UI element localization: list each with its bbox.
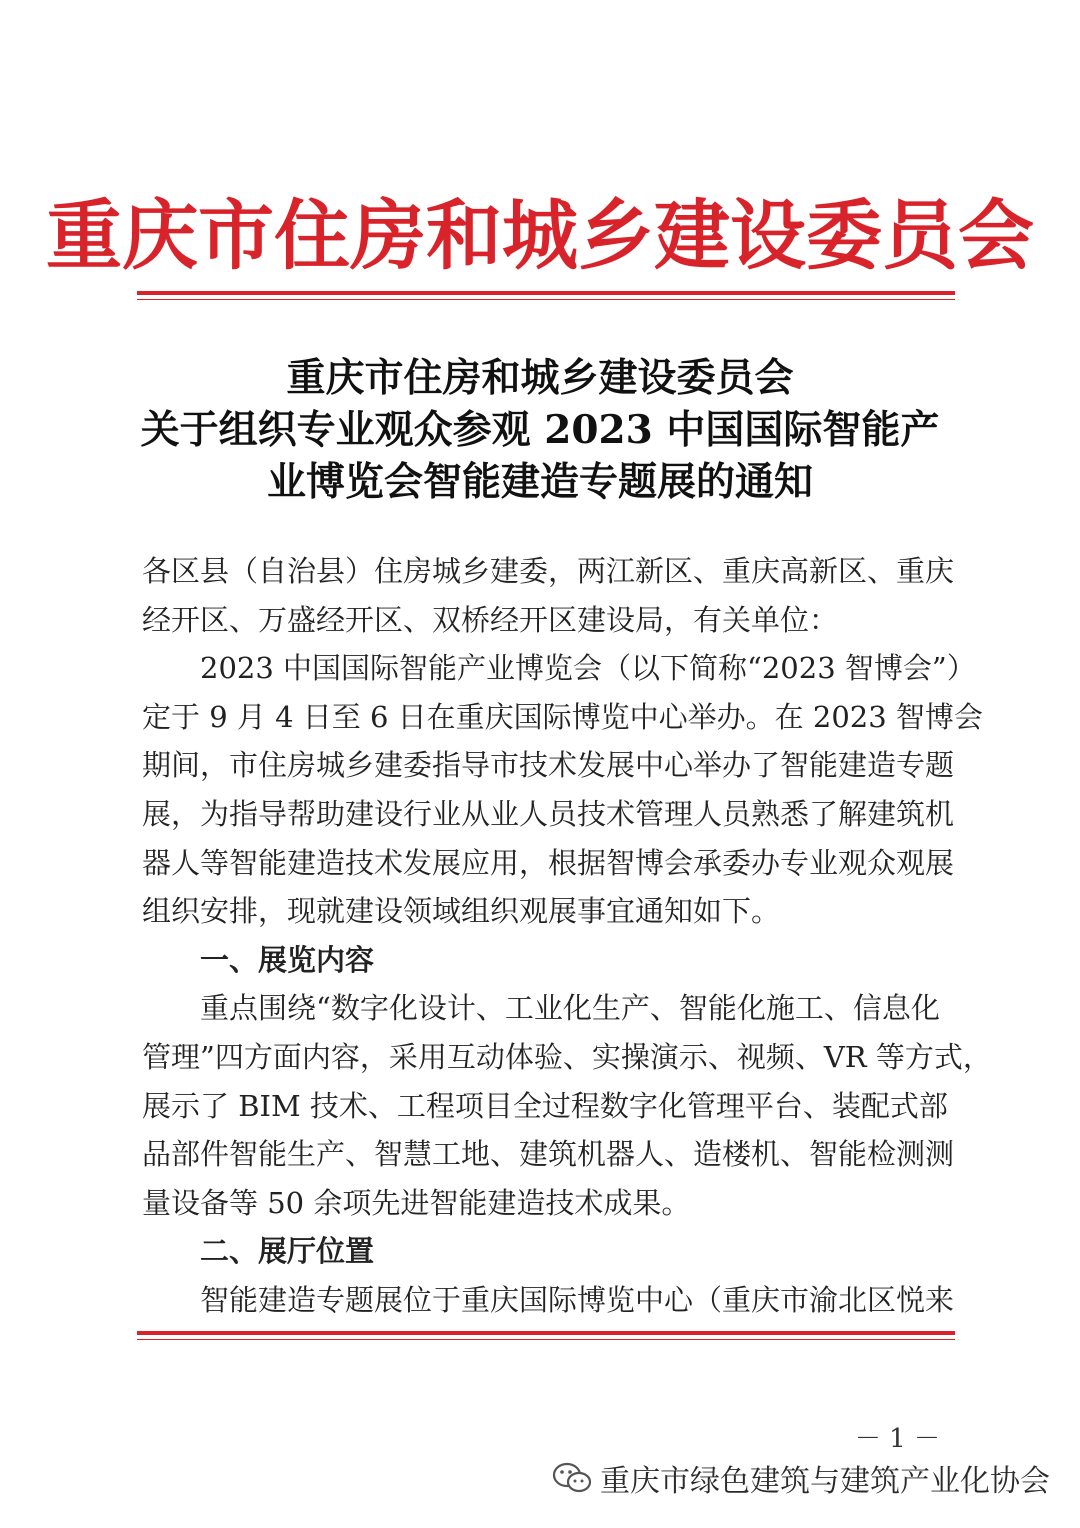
paragraph-line: 重点围绕“数字化设计、工业化生产、智能化施工、信息化 <box>200 991 940 1026</box>
addressee-line: 经开区、万盛经开区、双桥经开区建设局，有关单位： <box>142 602 839 637</box>
section-2-paragraph <box>142 1276 955 1325</box>
title-line-2: 关于组织专业观众参观 2023 中国国际智能产 <box>140 407 940 453</box>
paragraph-line: 展示了 BIM 技术、工程项目全过程数字化管理平台、装配式部 <box>142 1088 948 1123</box>
paragraph-line: 展，为指导帮助建设行业从业人员技术管理人员熟悉了解建筑机 <box>142 796 955 831</box>
paragraph-line: 量设备等 50 余项先进智能建造技术成果。 <box>142 1185 691 1220</box>
section-heading-1: 一、展览内容 <box>200 942 375 977</box>
paragraph-line: 定于 9 月 4 日至 6 日在重庆国际博览中心举办。在 2023 智博会 <box>142 699 983 734</box>
section-1-paragraph <box>142 984 992 1227</box>
section-heading-2: 二、展厅位置 <box>200 1234 375 1269</box>
wechat-icon <box>552 1461 592 1495</box>
document-body <box>142 547 992 1325</box>
paragraph-line: 2023 中国国际智能产业博览会（以下简称“2023 智博会”） <box>200 651 976 686</box>
paragraph-line: 器人等智能建造技术发展应用，根据智博会承委办专业观众观展 <box>142 845 955 880</box>
title-line-3: 业博览会智能建造专题展的通知 <box>266 459 813 505</box>
title-line-1: 重庆市住房和城乡建设委员会 <box>286 355 794 401</box>
footer-red-rule <box>137 1331 955 1340</box>
org-header: 重庆市住房和城乡建设委员会 <box>46 191 1034 280</box>
paragraph-line: 组织安排，现就建设领域组织观展事宜通知如下。 <box>142 894 781 929</box>
intro-paragraph <box>142 644 983 936</box>
paragraph-line: 品部件智能生产、智慧工地、建筑机器人、造楼机、智能检测测 <box>142 1137 955 1172</box>
document-title <box>60 352 1020 508</box>
watermark-text: 重庆市绿色建筑与建筑产业化协会 <box>600 1464 1050 1499</box>
paragraph-line: 智能建造专题展位于重庆国际博览中心（重庆市渝北区悦来 <box>200 1282 955 1317</box>
paragraph-line: 管理”四方面内容，采用互动体验、实操演示、视频、VR 等方式， <box>142 1039 992 1074</box>
addressee <box>142 547 955 644</box>
wechat-watermark <box>552 1458 1050 1498</box>
paragraph-line: 期间，市住房城乡建委指导市技术发展中心举办了智能建造专题 <box>142 748 955 783</box>
page-number: － 1 － <box>854 1424 940 1454</box>
addressee-line: 各区县（自治县）住房城乡建委，两江新区、重庆高新区、重庆 <box>142 554 955 588</box>
header-red-rule <box>137 291 955 300</box>
